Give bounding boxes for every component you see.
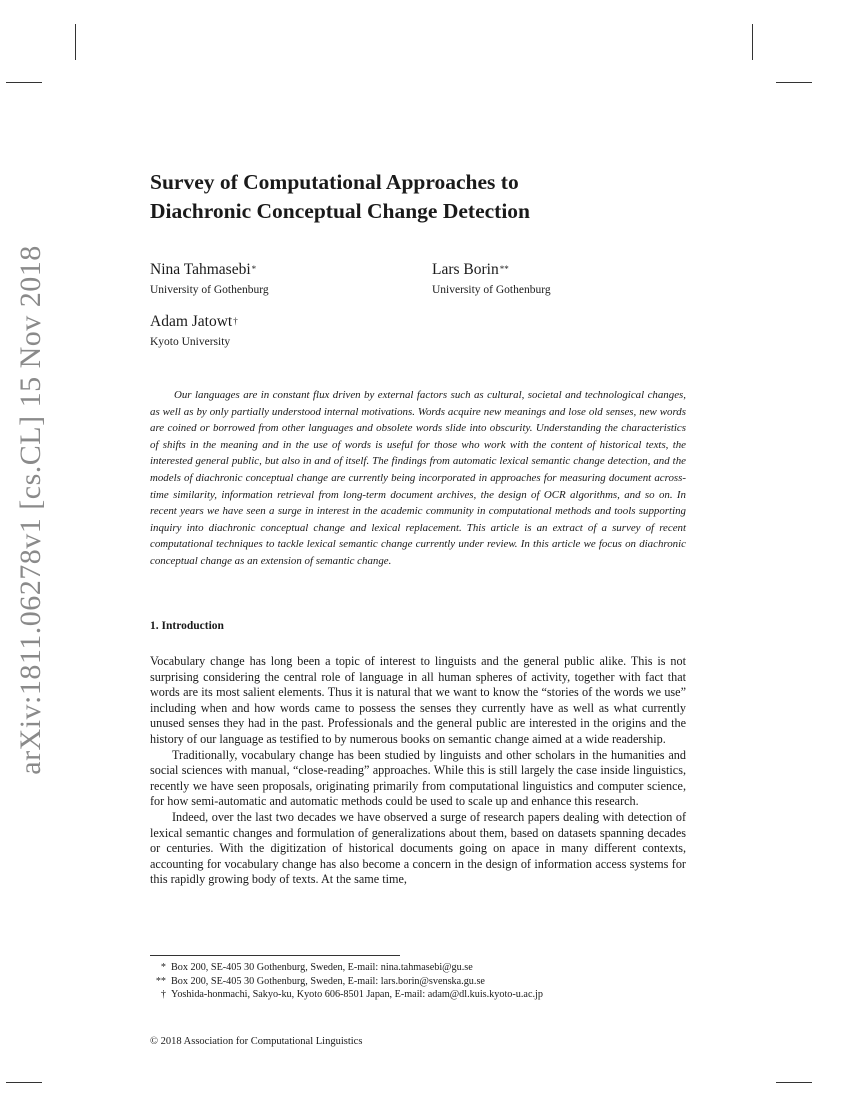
author-affiliation: Kyoto University (150, 336, 231, 348)
crop-mark-top-left (75, 24, 76, 60)
footnote-divider (150, 955, 400, 956)
section-body (150, 654, 686, 888)
crop-mark-top-right (776, 82, 812, 83)
abstract: Our languages are in constant flux driven by external factors such as cultural, societal and technological changes, as well as by only partially understood internal motivations. Words acquire new meanings and lose old senses, new words are coined or borrowed from other languages and obsolete words slide into obscurity. Understanding the characteristics of shifts in the meaning and in the use of words is useful for those who work with the content of historical texts, the interested general public, but also in and of itself. The findings from automatic lexical semantic change detection, and the models of diachronic conceptual change are currently being incorporated in approaches for measuring document across-time similarity, information retrieval from long-term document archives, the design of OCR algorithms, and so on. In recent years we have seen a surge in interest in the academic community in computational methods and tools supporting inquiry into diachronic conceptual change and lexical replacement. This article is an extract of a survey of recent computational techniques to tackle lexical semantic change currently under review. In this article we focus on diachronic conceptual change as an extension of semantic change. (150, 389, 686, 567)
footnote-marker: † (233, 316, 238, 326)
crop-mark-bottom-right (776, 1082, 812, 1083)
footnote (150, 988, 710, 1002)
footnote-text: Box 200, SE-405 30 Gothenburg, Sweden, E-mail: lars.borin@svenska.gu.se (171, 975, 485, 987)
author-affiliation: University of Gothenburg (150, 284, 269, 296)
footnote-mark: ** (155, 975, 166, 987)
section-heading: 1. Introduction (150, 620, 224, 632)
paper-title (150, 168, 710, 226)
author-block (150, 260, 269, 298)
crop-mark-top-right (752, 24, 753, 60)
footnotes (150, 961, 710, 1002)
paragraph: Vocabulary change has long been a topic of interest to linguists and the general public alike. This is not surprising considering the central role of language in all human spheres of activity, together with fact that words are its most salient elements. Thus it is natural that we want to know the “stories of the words we use” including when and how words came to possess the senses they currently have as well as what currently unused senses they had in the past. Professionals and the general public are interested in the origins and the history of our language as testified to by numerous books on semantic change aimed at a wide readership. (150, 654, 686, 746)
footnote-mark: * (160, 962, 166, 973)
footnote-mark: † (160, 989, 166, 1001)
author-block (150, 312, 238, 350)
crop-mark-top-left (6, 82, 42, 83)
arxiv-stamp (6, 245, 56, 775)
author-name: Adam Jatowt† (150, 313, 238, 330)
footnote (150, 961, 710, 975)
arxiv-identifier: arXiv:1811.06278v1 [cs.CL] 15 Nov 2018 (14, 245, 47, 775)
paragraph: Traditionally, vocabulary change has been studied by linguists and other scholars in the humanities and social sciences with manual, “close-reading” approaches. While this is still largely the case inside linguistics, recently we have seen proposals, originating primarily from computational linguistics and computer science, for how semi-automatic and automatic methods could be used to scale up and enhance this research. (150, 747, 686, 809)
footnote-text: Box 200, SE-405 30 Gothenburg, Sweden, E-mail: nina.tahmasebi@gu.se (171, 962, 473, 973)
title-line-1: Survey of Computational Approaches to (150, 170, 519, 194)
paragraph: Indeed, over the last two decades we have observed a surge of research papers dealing with detection of lexical semantic changes and formulation of generalizations about them, based on datasets spanning decades or centuries. With the digitization of historical documents going on apace in many different contexts, accounting for vocabulary change has also become a concern in the design of information access systems for this rapidly growing body of texts. At the same time, (150, 809, 686, 887)
title-line-2: Diachronic Conceptual Change Detection (150, 199, 531, 223)
author-block (432, 260, 551, 298)
author-name: Lars Borin** (432, 261, 509, 278)
footnote-marker: ** (499, 264, 509, 274)
author-affiliation: University of Gothenburg (432, 284, 551, 296)
copyright-notice: © 2018 Association for Computational Linguistics (150, 1036, 363, 1047)
crop-mark-bottom-left (6, 1082, 42, 1083)
footnote-text: Yoshida-honmachi, Sakyo-ku, Kyoto 606-8501 Japan, E-mail: adam@dl.kuis.kyoto-u.ac.jp (171, 989, 543, 1001)
footnote (150, 975, 710, 989)
author-name: Nina Tahmasebi* (150, 261, 257, 278)
footnote-marker: * (251, 264, 257, 274)
